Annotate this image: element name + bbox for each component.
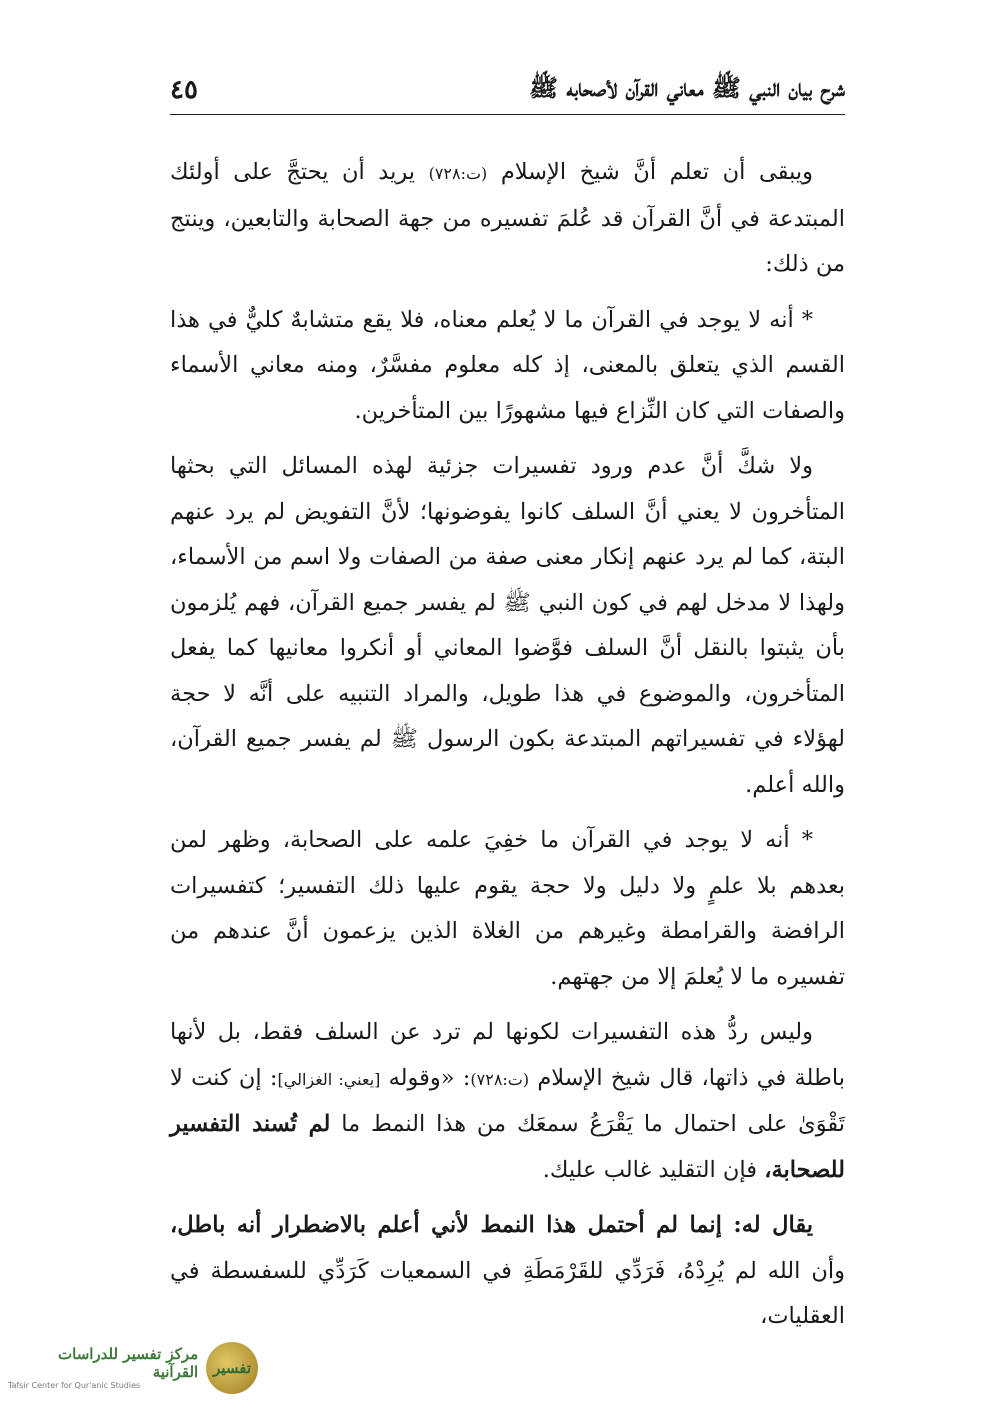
- publisher-logo: [8, 1340, 258, 1395]
- bold-phrase: لم تُسند التفسير للصحابة،: [170, 1111, 845, 1183]
- paragraph-5-text-c: : إن كنت لا تَقْوَىٰ على احتمال ما يَقْرَعُ سمعَك من هذا النمط ما: [170, 1064, 845, 1137]
- paragraph-1-text-b: يريد أن يحتجَّ على أولئك المبتدعة في أنَّ القرآن قد عُلمَ تفسيره من جهة الصحابة والتابعين، وينتج من ذلك:: [170, 159, 845, 277]
- body-text: [170, 150, 845, 1350]
- logo-text: [8, 1345, 198, 1390]
- paragraph-5-text-a: وليس ردُّ هذه التفسيرات لكونها لم ترد عن السلف فقط، بل لأنها باطلة في ذاتها، قال شيخ الإسلام: [170, 1019, 845, 1091]
- editor-note: [يعني: الغزالي]: [277, 1069, 381, 1089]
- paragraph-4: * أنه لا يوجد في القرآن ما خفِيَ علمه على الصحابة، وظهر لمن بعدهم بلا علمٍ ولا دليل ولا حجة يقوم عليها ذلك التفسير؛ كتفسيرات الرافضة والقرامطة وغيرهم من الغلاة الذين يزعمون أنَّ عندهم من تفسيره ما لا يُعلمَ إلا من جهتهم.: [170, 827, 845, 990]
- paragraph-3: ولا شكَّ أنَّ عدم ورود تفسيرات جزئية لهذه المسائل التي بحثها المتأخرون لا يعني أنَّ السلف كانوا يفوضونها؛ لأنَّ التفويض لم يرد عنهم البتة، كما لم يرد عنهم إنكار معنى صفة من الصفات ولا اسم من الأسماء، ولهذا لا مدخل لهم في كون النبي ﷺ لم يفسر جميع القرآن، فهم يُلزمون بأن يثبتوا بالنقل أنَّ السلف فوَّضوا المعاني أو أنكروا معانيها كما يفعل المتأخرون، والموضوع في هذا طويل، والمراد التنبيه على أنَّه لا حجة لهؤلاء في تفسيراتهم المبتدعة بكون الرسول ﷺ لم يفسر جميع القرآن، والله أعلم.: [170, 453, 845, 798]
- globe-logo-icon: تفسير: [206, 1342, 258, 1394]
- death-date-note: (ت:٧٢٨): [470, 1069, 530, 1089]
- death-date-note: (ت:٧٢٨): [428, 164, 488, 183]
- paragraph-6: [170, 1203, 845, 1340]
- logo-arabic: مركز تفسير للدراسات القرآنية: [58, 1345, 199, 1381]
- paragraph-1: [170, 150, 845, 288]
- header-title: شرح بيان النبي ﷺ معاني القرآن لأصحابه ﷺ: [528, 72, 845, 102]
- logo-english: Tafsir Center for Qur'anic Studies: [8, 1381, 141, 1390]
- paragraph-6-text: وأن الله لم يُرِدْهُ، فَرَدِّي للقَرْمَطَةِ في السمعيات كَرَدِّي للسفسطة في العقليات،: [170, 1257, 845, 1329]
- header-divider: [170, 114, 845, 115]
- paragraph-5-text-d: فإن التقليد غالب عليك.: [542, 1156, 765, 1183]
- bold-phrase: يقال له: إنما لم أحتمل هذا النمط لأني أعلم بالاضطرار أنه باطل،: [170, 1212, 813, 1238]
- paragraph-2: * أنه لا يوجد في القرآن ما لا يُعلم معناه، فلا يقع متشابهٌ كليٌّ في هذا القسم الذي يتعلق بالمعنى، إذ كله معلوم مفسَّرٌ، ومنه معاني الأسماء والصفات التي كان النِّزاع فيها مشهورًا بين المتأخرين.: [170, 306, 845, 424]
- running-header: [170, 70, 845, 110]
- page-number: ٤٥: [170, 75, 198, 105]
- paragraph-5: [170, 1010, 845, 1193]
- paragraph-5-text-b: : «وقوله: [380, 1064, 471, 1091]
- paragraph-1-text-a: ويبقى أن تعلم أنَّ شيخ الإسلام: [487, 159, 813, 185]
